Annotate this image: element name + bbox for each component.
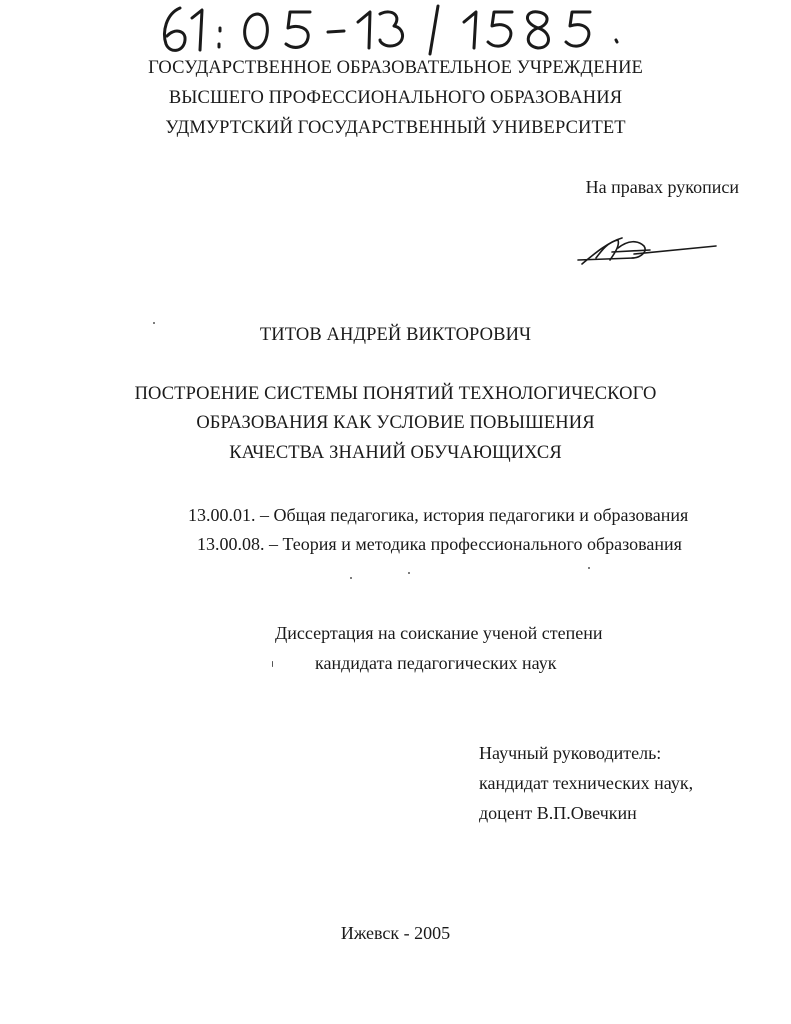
institution-line-3: УДМУРТСКИЙ ГОСУДАРСТВЕННЫЙ УНИВЕРСИТЕТ (165, 118, 626, 138)
dissertation-title-line-2: ОБРАЗОВАНИЯ КАК УСЛОВИЕ ПОВЫШЕНИЯ (196, 413, 595, 433)
specialty-line-1: 13.00.01. – Общая педагогика, история педагогики и образования (188, 505, 689, 525)
supervisor-name: доцент В.П.Овечкин (479, 803, 637, 823)
scan-speck (408, 572, 410, 574)
specialty-line-2: 13.00.08. – Теория и методика профессионального образования (197, 534, 682, 554)
degree-line-1: Диссертация на соискание ученой степени (275, 623, 603, 643)
scan-speck (153, 322, 155, 324)
handwritten-registry-number (158, 4, 628, 56)
institution-line-2: ВЫСШЕГО ПРОФЕССИОНАЛЬНОГО ОБРАЗОВАНИЯ (168, 88, 623, 108)
city-year: Ижевск - 2005 (340, 923, 451, 943)
degree-line-2: кандидата педагогических наук (315, 653, 557, 673)
scan-speck (350, 577, 352, 579)
author-name: ТИТОВ АНДРЕЙ ВИКТОРОВИЧ (259, 325, 532, 345)
scan-speck (588, 567, 590, 569)
dissertation-title-line-1: ПОСТРОЕНИЕ СИСТЕМЫ ПОНЯТИЙ ТЕХНОЛОГИЧЕСКОГО (134, 384, 657, 404)
institution-line-1: ГОСУДАРСТВЕННОЕ ОБРАЗОВАТЕЛЬНОЕ УЧРЕЖДЕНИЕ (148, 58, 643, 78)
supervisor-label: Научный руководитель: (479, 743, 662, 763)
scan-speck (272, 661, 273, 667)
dissertation-title-line-3: КАЧЕСТВА ЗНАНИЙ ОБУЧАЮЩИХСЯ (229, 443, 562, 463)
signature (574, 228, 719, 270)
supervisor-degree: кандидат технических наук, (479, 773, 694, 793)
manuscript-rights-label: На правах рукописи (585, 177, 739, 197)
